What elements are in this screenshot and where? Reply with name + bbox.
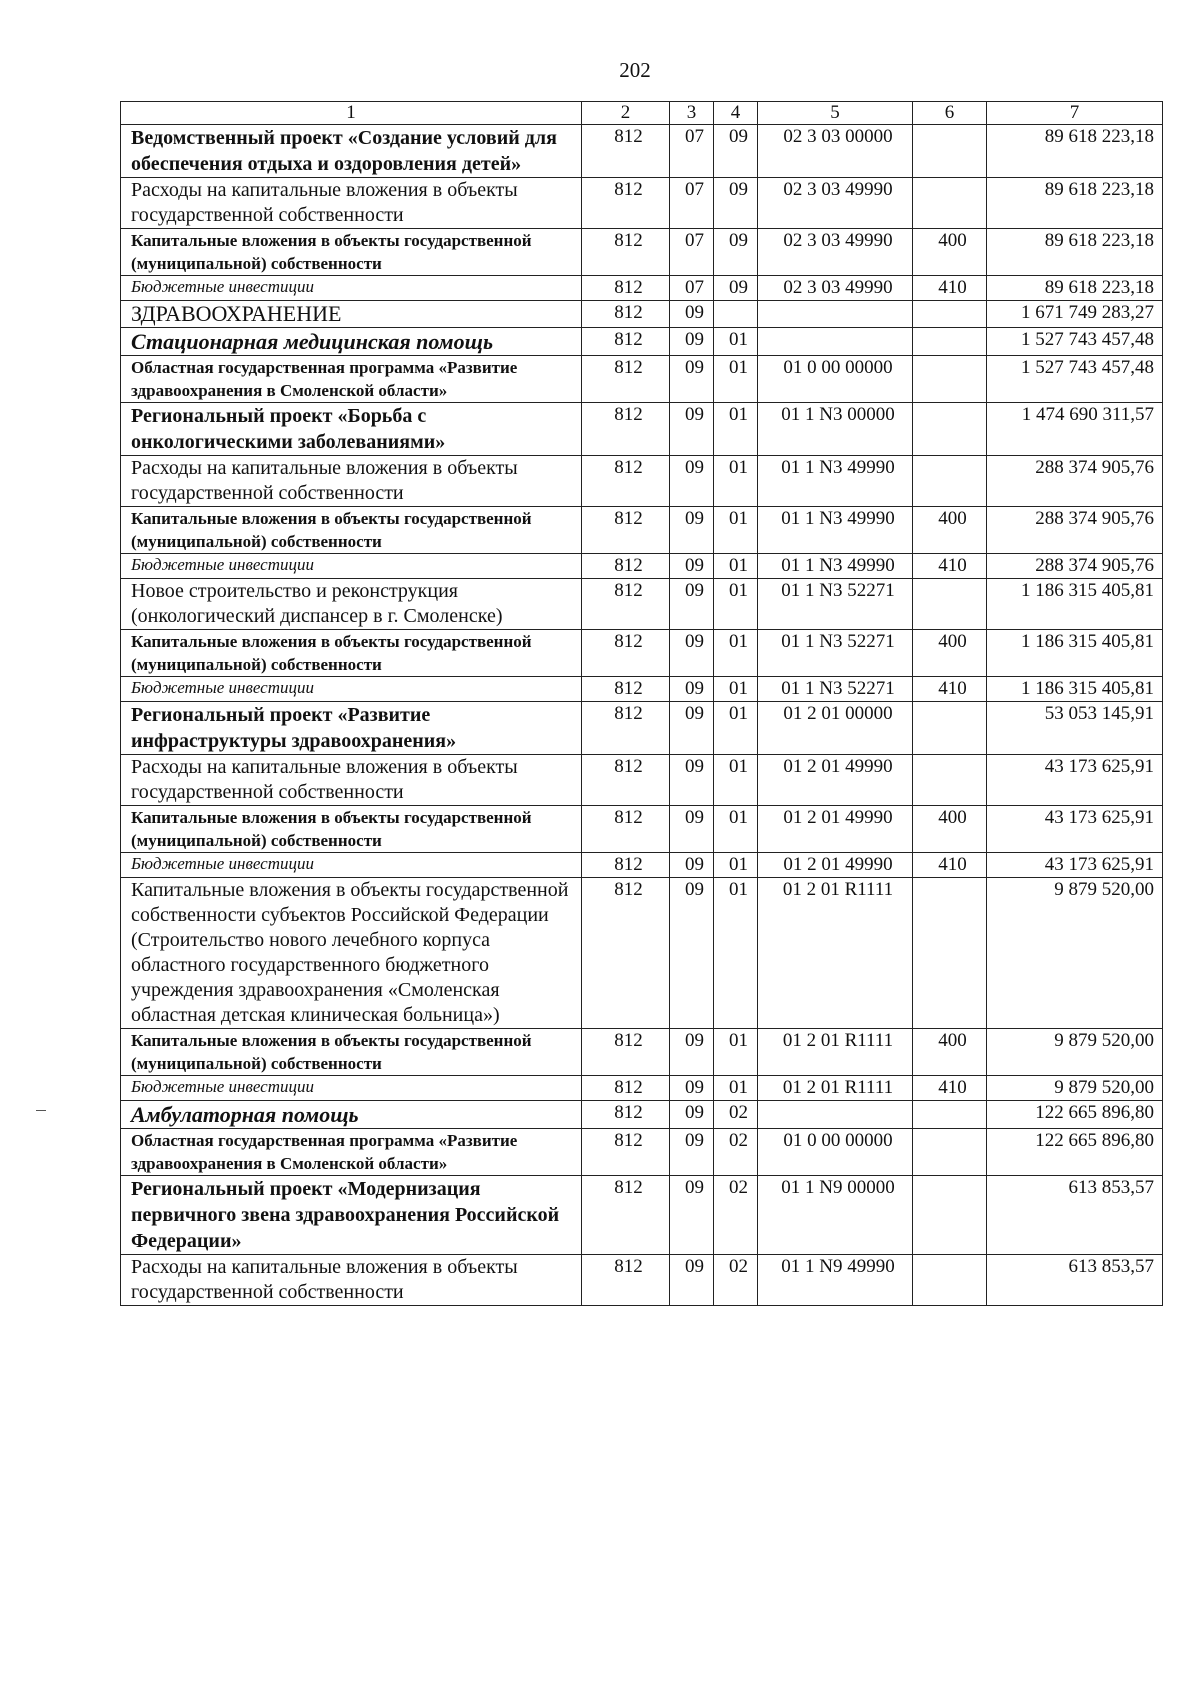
cell-amount: 9 879 520,00 — [987, 1076, 1163, 1101]
cell-expense-type — [913, 456, 987, 507]
cell-expense-type: 410 — [913, 554, 987, 579]
table-row — [121, 1029, 1163, 1076]
cell-ministry-code: 812 — [582, 853, 670, 878]
cell-section-code: 09 — [670, 1076, 714, 1101]
cell-name: Расходы на капитальные вложения в объекты государственной собственности — [121, 755, 582, 806]
cell-subsection-code: 09 — [714, 229, 758, 276]
cell-section-code: 09 — [670, 456, 714, 507]
cell-name: Капитальные вложения в объекты государственной (муниципальной) собственности — [121, 630, 582, 677]
cell-subsection-code: 01 — [714, 356, 758, 403]
cell-expense-type — [913, 1101, 987, 1129]
table-row — [121, 507, 1163, 554]
cell-expense-type — [913, 356, 987, 403]
cell-target-article: 01 2 01 R1111 — [758, 1076, 913, 1101]
cell-name: Бюджетные инвестиции — [121, 677, 582, 702]
cell-section-code: 09 — [670, 579, 714, 630]
cell-amount: 288 374 905,76 — [987, 456, 1163, 507]
cell-name: Расходы на капитальные вложения в объекты государственной собственности — [121, 456, 582, 507]
cell-target-article: 02 3 03 49990 — [758, 276, 913, 301]
cell-section-code: 07 — [670, 276, 714, 301]
cell-target-article: 02 3 03 49990 — [758, 178, 913, 229]
cell-ministry-code: 812 — [582, 456, 670, 507]
scan-mark — [36, 1110, 46, 1111]
cell-ministry-code: 812 — [582, 554, 670, 579]
cell-amount: 1 527 743 457,48 — [987, 328, 1163, 356]
cell-section-code: 09 — [670, 755, 714, 806]
table-row — [121, 702, 1163, 755]
cell-target-article: 01 2 01 00000 — [758, 702, 913, 755]
cell-expense-type — [913, 328, 987, 356]
cell-expense-type — [913, 125, 987, 178]
table-row — [121, 1176, 1163, 1255]
cell-target-article: 01 1 N3 49990 — [758, 456, 913, 507]
cell-ministry-code: 812 — [582, 229, 670, 276]
cell-name: Областная государственная программа «Развитие здравоохранения в Смоленской области» — [121, 356, 582, 403]
cell-amount: 1 527 743 457,48 — [987, 356, 1163, 403]
cell-section-code: 09 — [670, 403, 714, 456]
header-col-4: 4 — [714, 102, 758, 125]
cell-subsection-code: 02 — [714, 1176, 758, 1255]
table-row — [121, 1255, 1163, 1306]
cell-section-code: 07 — [670, 178, 714, 229]
cell-amount: 1 671 749 283,27 — [987, 301, 1163, 328]
cell-name: Региональный проект «Модернизация первичного звена здравоохранения Российской Федерации» — [121, 1176, 582, 1255]
cell-expense-type — [913, 755, 987, 806]
cell-subsection-code: 01 — [714, 702, 758, 755]
cell-subsection-code: 01 — [714, 456, 758, 507]
cell-section-code: 07 — [670, 229, 714, 276]
budget-table — [120, 101, 1163, 1306]
table-row — [121, 403, 1163, 456]
cell-subsection-code: 01 — [714, 630, 758, 677]
cell-section-code: 09 — [670, 1029, 714, 1076]
cell-ministry-code: 812 — [582, 878, 670, 1029]
cell-subsection-code: 01 — [714, 806, 758, 853]
cell-subsection-code: 09 — [714, 125, 758, 178]
cell-target-article: 01 1 N3 49990 — [758, 554, 913, 579]
cell-amount: 1 186 315 405,81 — [987, 677, 1163, 702]
cell-section-code: 09 — [670, 878, 714, 1029]
cell-ministry-code: 812 — [582, 1101, 670, 1129]
cell-ministry-code: 812 — [582, 1129, 670, 1176]
cell-target-article: 01 2 01 49990 — [758, 755, 913, 806]
table-row — [121, 630, 1163, 677]
cell-ministry-code: 812 — [582, 403, 670, 456]
cell-amount: 43 173 625,91 — [987, 806, 1163, 853]
cell-name: Бюджетные инвестиции — [121, 276, 582, 301]
cell-subsection-code: 01 — [714, 328, 758, 356]
cell-subsection-code: 02 — [714, 1101, 758, 1129]
cell-ministry-code: 812 — [582, 1255, 670, 1306]
cell-amount: 122 665 896,80 — [987, 1101, 1163, 1129]
cell-target-article — [758, 301, 913, 328]
table-row — [121, 878, 1163, 1029]
cell-section-code: 09 — [670, 301, 714, 328]
cell-expense-type: 410 — [913, 677, 987, 702]
header-col-5: 5 — [758, 102, 913, 125]
cell-subsection-code: 09 — [714, 276, 758, 301]
cell-target-article: 02 3 03 00000 — [758, 125, 913, 178]
cell-subsection-code: 01 — [714, 853, 758, 878]
cell-ministry-code: 812 — [582, 1176, 670, 1255]
cell-ministry-code: 812 — [582, 301, 670, 328]
cell-ministry-code: 812 — [582, 677, 670, 702]
cell-subsection-code: 01 — [714, 1029, 758, 1076]
cell-target-article: 01 2 01 R1111 — [758, 1029, 913, 1076]
cell-name: Региональный проект «Борьба с онкологическими заболеваниями» — [121, 403, 582, 456]
cell-expense-type: 400 — [913, 806, 987, 853]
cell-ministry-code: 812 — [582, 178, 670, 229]
cell-subsection-code: 02 — [714, 1129, 758, 1176]
cell-section-code: 09 — [670, 1176, 714, 1255]
cell-amount: 288 374 905,76 — [987, 507, 1163, 554]
cell-amount: 53 053 145,91 — [987, 702, 1163, 755]
cell-amount: 613 853,57 — [987, 1176, 1163, 1255]
cell-name: Ведомственный проект «Создание условий для обеспечения отдыха и оздоровления детей» — [121, 125, 582, 178]
cell-expense-type: 410 — [913, 853, 987, 878]
table-row — [121, 806, 1163, 853]
table-row — [121, 755, 1163, 806]
cell-expense-type — [913, 1255, 987, 1306]
cell-subsection-code: 01 — [714, 878, 758, 1029]
cell-expense-type: 400 — [913, 229, 987, 276]
cell-section-code: 09 — [670, 554, 714, 579]
cell-target-article: 02 3 03 49990 — [758, 229, 913, 276]
cell-amount: 9 879 520,00 — [987, 1029, 1163, 1076]
cell-target-article: 01 2 01 49990 — [758, 853, 913, 878]
header-col-3: 3 — [670, 102, 714, 125]
cell-target-article — [758, 328, 913, 356]
cell-amount: 1 186 315 405,81 — [987, 579, 1163, 630]
cell-section-code: 09 — [670, 1255, 714, 1306]
table-row — [121, 276, 1163, 301]
cell-expense-type — [913, 702, 987, 755]
cell-subsection-code: 01 — [714, 677, 758, 702]
cell-name: Капитальные вложения в объекты государственной (муниципальной) собственности — [121, 1029, 582, 1076]
cell-name: Бюджетные инвестиции — [121, 1076, 582, 1101]
cell-ministry-code: 812 — [582, 125, 670, 178]
cell-ministry-code: 812 — [582, 755, 670, 806]
cell-expense-type — [913, 178, 987, 229]
cell-target-article: 01 1 N3 49990 — [758, 507, 913, 554]
cell-expense-type — [913, 579, 987, 630]
cell-name: Расходы на капитальные вложения в объекты государственной собственности — [121, 178, 582, 229]
table-row — [121, 1129, 1163, 1176]
cell-target-article: 01 1 N9 00000 — [758, 1176, 913, 1255]
header-col-6: 6 — [913, 102, 987, 125]
cell-amount: 9 879 520,00 — [987, 878, 1163, 1029]
cell-subsection-code: 01 — [714, 554, 758, 579]
cell-name: Стационарная медицинская помощь — [121, 328, 582, 356]
cell-target-article: 01 1 N3 52271 — [758, 579, 913, 630]
cell-name: Капитальные вложения в объекты государственной (муниципальной) собственности — [121, 806, 582, 853]
cell-amount: 288 374 905,76 — [987, 554, 1163, 579]
cell-ministry-code: 812 — [582, 579, 670, 630]
cell-target-article: 01 2 01 49990 — [758, 806, 913, 853]
cell-name: Капитальные вложения в объекты государственной (муниципальной) собственности — [121, 507, 582, 554]
cell-amount: 89 618 223,18 — [987, 125, 1163, 178]
cell-section-code: 09 — [670, 1101, 714, 1129]
cell-expense-type: 400 — [913, 507, 987, 554]
cell-name: Бюджетные инвестиции — [121, 853, 582, 878]
table-row — [121, 229, 1163, 276]
page-number: 202 — [619, 58, 651, 82]
cell-ministry-code: 812 — [582, 1076, 670, 1101]
cell-ministry-code: 812 — [582, 630, 670, 677]
cell-section-code: 09 — [670, 630, 714, 677]
cell-amount: 89 618 223,18 — [987, 229, 1163, 276]
cell-ministry-code: 812 — [582, 356, 670, 403]
cell-ministry-code: 812 — [582, 806, 670, 853]
cell-name: Амбулаторная помощь — [121, 1101, 582, 1129]
table-row — [121, 125, 1163, 178]
cell-target-article — [758, 1101, 913, 1129]
cell-expense-type — [913, 878, 987, 1029]
cell-expense-type: 410 — [913, 276, 987, 301]
table-row — [121, 356, 1163, 403]
table-row — [121, 853, 1163, 878]
cell-subsection-code: 01 — [714, 1076, 758, 1101]
cell-amount: 43 173 625,91 — [987, 853, 1163, 878]
cell-amount: 43 173 625,91 — [987, 755, 1163, 806]
cell-target-article: 01 1 N9 49990 — [758, 1255, 913, 1306]
table-row — [121, 677, 1163, 702]
cell-target-article: 01 0 00 00000 — [758, 1129, 913, 1176]
table-header-row — [121, 102, 1163, 125]
cell-section-code: 09 — [670, 806, 714, 853]
cell-target-article: 01 1 N3 52271 — [758, 630, 913, 677]
cell-target-article: 01 2 01 R1111 — [758, 878, 913, 1029]
cell-ministry-code: 812 — [582, 276, 670, 301]
cell-name: Капитальные вложения в объекты государственной (муниципальной) собственности — [121, 229, 582, 276]
cell-ministry-code: 812 — [582, 328, 670, 356]
table-row — [121, 579, 1163, 630]
header-col-7: 7 — [987, 102, 1163, 125]
cell-subsection-code: 09 — [714, 178, 758, 229]
cell-subsection-code: 01 — [714, 755, 758, 806]
cell-amount: 1 474 690 311,57 — [987, 403, 1163, 456]
table-row — [121, 178, 1163, 229]
cell-section-code: 09 — [670, 328, 714, 356]
cell-name: Бюджетные инвестиции — [121, 554, 582, 579]
cell-name: Региональный проект «Развитие инфраструктуры здравоохранения» — [121, 702, 582, 755]
cell-name: Новое строительство и реконструкция (онкологический диспансер в г. Смоленске) — [121, 579, 582, 630]
cell-section-code: 09 — [670, 853, 714, 878]
table-row — [121, 1076, 1163, 1101]
table-row — [121, 328, 1163, 356]
cell-expense-type — [913, 403, 987, 456]
cell-section-code: 09 — [670, 702, 714, 755]
cell-name: Областная государственная программа «Развитие здравоохранения в Смоленской области» — [121, 1129, 582, 1176]
cell-ministry-code: 812 — [582, 507, 670, 554]
header-col-1: 1 — [121, 102, 582, 125]
cell-amount: 89 618 223,18 — [987, 178, 1163, 229]
cell-subsection-code: 01 — [714, 507, 758, 554]
cell-target-article: 01 1 N3 52271 — [758, 677, 913, 702]
table-row — [121, 554, 1163, 579]
cell-expense-type — [913, 1129, 987, 1176]
cell-subsection-code: 01 — [714, 403, 758, 456]
cell-section-code: 07 — [670, 125, 714, 178]
cell-section-code: 09 — [670, 507, 714, 554]
cell-subsection-code — [714, 301, 758, 328]
table-row — [121, 456, 1163, 507]
cell-name: Расходы на капитальные вложения в объекты государственной собственности — [121, 1255, 582, 1306]
cell-amount: 122 665 896,80 — [987, 1129, 1163, 1176]
cell-section-code: 09 — [670, 356, 714, 403]
cell-ministry-code: 812 — [582, 702, 670, 755]
cell-amount: 613 853,57 — [987, 1255, 1163, 1306]
cell-ministry-code: 812 — [582, 1029, 670, 1076]
cell-amount: 1 186 315 405,81 — [987, 630, 1163, 677]
table-row — [121, 1101, 1163, 1129]
cell-amount: 89 618 223,18 — [987, 276, 1163, 301]
cell-expense-type: 400 — [913, 1029, 987, 1076]
cell-name: ЗДРАВООХРАНЕНИЕ — [121, 301, 582, 328]
cell-expense-type: 400 — [913, 630, 987, 677]
cell-expense-type — [913, 1176, 987, 1255]
cell-subsection-code: 01 — [714, 579, 758, 630]
cell-expense-type: 410 — [913, 1076, 987, 1101]
cell-expense-type — [913, 301, 987, 328]
cell-target-article: 01 1 N3 00000 — [758, 403, 913, 456]
cell-section-code: 09 — [670, 677, 714, 702]
header-col-2: 2 — [582, 102, 670, 125]
budget-table-body — [121, 102, 1163, 1306]
cell-subsection-code: 02 — [714, 1255, 758, 1306]
table-row — [121, 301, 1163, 328]
cell-name: Капитальные вложения в объекты государственной собственности субъектов Российской Федерации (Строительство нового лечебного корпуса областного государственного бюджетного учреждения здравоохранения «Смоленская областная детская клиническая больница») — [121, 878, 582, 1029]
cell-target-article: 01 0 00 00000 — [758, 356, 913, 403]
cell-section-code: 09 — [670, 1129, 714, 1176]
